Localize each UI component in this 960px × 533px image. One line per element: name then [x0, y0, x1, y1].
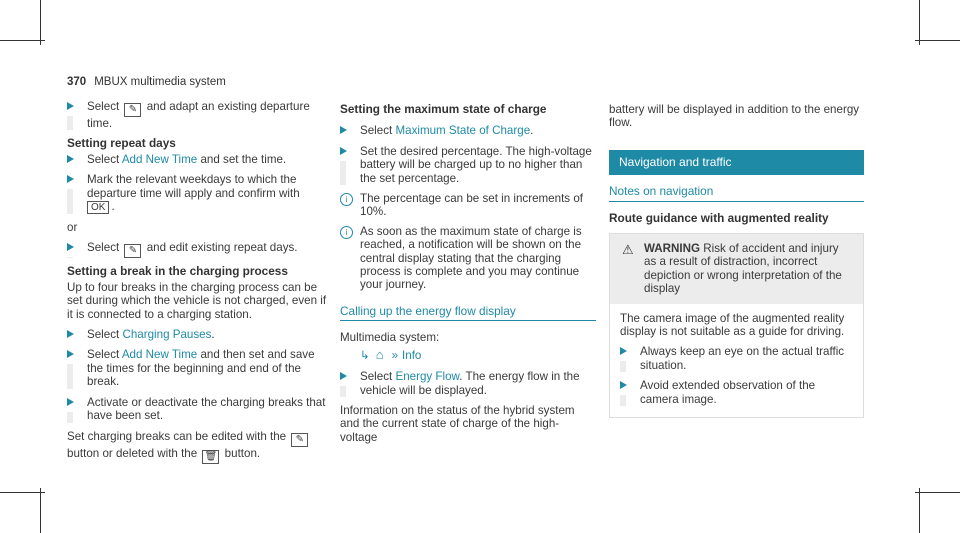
crop-mark	[0, 40, 45, 41]
path-arrow-icon: ↳	[360, 348, 370, 362]
page-title: MBUX multimedia system	[94, 76, 226, 88]
crop-mark	[40, 488, 41, 533]
menu-link[interactable]: Add New Time	[121, 152, 198, 166]
trash-icon: 🗑	[202, 450, 219, 464]
list-item: Select Maximum State of Charge.	[340, 124, 596, 137]
section-heading: Setting a break in the charging process	[67, 264, 288, 279]
step-arrow-icon	[67, 175, 74, 183]
step-arrow-icon	[67, 350, 74, 358]
list-item: Activate or deactivate the charging breaks that have been set.	[67, 396, 329, 423]
step-arrow-icon	[67, 243, 74, 251]
step-arrow-icon	[67, 102, 74, 110]
crop-mark	[919, 0, 920, 45]
warning-box	[609, 233, 864, 418]
ok-button-icon: OK	[87, 201, 109, 214]
or-text: or	[67, 221, 78, 235]
step-arrow-icon	[620, 381, 627, 389]
chapter-band: Navigation and traffic	[609, 150, 864, 175]
chevron-double-icon: »	[391, 348, 399, 362]
step-arrow-icon	[620, 347, 627, 355]
list-item: Select Add New Time and set the time.	[67, 153, 329, 166]
page-number: 370	[67, 76, 87, 88]
list-item: Select Energy Flow. The energy flow in the vehicle will be displayed.	[340, 370, 596, 397]
warning-body: The camera image of the augmented reality display is not suitable as a guide for driving. Always keep an eye on the actual traffic situation. Avoid extended observation of the camera image.	[610, 304, 863, 417]
pencil-icon: ✎	[124, 244, 141, 258]
column-1	[67, 100, 329, 471]
pencil-icon: ✎	[291, 433, 308, 447]
paragraph: Set charging breaks can be edited with the ✎ button or deleted with the 🗑 button.	[67, 430, 329, 464]
paragraph: Information on the status of the hybrid system and the current state of charge of the high-voltage	[340, 403, 575, 444]
list-item: Select ✎ and adapt an existing departure time.	[67, 100, 329, 130]
warning-text: Risk of accident and injury as a result of distraction, incorrect depiction or wrong interpretation of the display	[644, 242, 842, 296]
column-3	[609, 100, 864, 418]
step-arrow-icon	[340, 372, 347, 380]
info-icon: i	[340, 193, 353, 206]
crop-mark	[915, 40, 960, 41]
list-item: Select ✎ and edit existing repeat days.	[67, 241, 329, 258]
section-heading: Route guidance with augmented reality	[609, 210, 829, 225]
section-title: Notes on navigation	[609, 185, 864, 201]
menu-link[interactable]: Info	[402, 348, 422, 362]
pencil-icon: ✎	[124, 103, 141, 117]
warning-label: WARNING	[644, 242, 701, 256]
page-header	[67, 76, 226, 89]
menu-path	[340, 348, 596, 362]
note: i As soon as the maximum state of charge is reached, a notification will be shown on the central display stating that the charging process is complete and you may continue your journey.	[340, 225, 596, 292]
step-arrow-icon	[67, 155, 74, 163]
home-icon: ⌂	[375, 346, 384, 362]
list-item: Avoid extended observation of the camera image.	[620, 379, 853, 406]
menu-link[interactable]: Add New Time	[121, 348, 198, 362]
crop-mark	[919, 488, 920, 533]
crop-mark	[40, 0, 41, 45]
step-arrow-icon	[67, 330, 74, 338]
step-arrow-icon	[67, 398, 74, 406]
warning-header	[610, 234, 863, 304]
info-icon: i	[340, 226, 353, 239]
step-arrow-icon	[340, 126, 347, 134]
list-item: Set the desired percentage. The high-voltage battery will be charged up to no higher than the set percentage.	[340, 145, 596, 185]
list-item: Mark the relevant weekdays to which the departure time will apply and confirm with OK .	[67, 173, 329, 214]
menu-link[interactable]: Charging Pauses	[122, 328, 212, 342]
paragraph: battery will be displayed in addition to the energy flow.	[609, 103, 860, 130]
section-heading: Setting the maximum state of charge	[340, 102, 547, 116]
step-arrow-icon	[340, 147, 347, 155]
menu-link[interactable]: Maximum State of Charge	[395, 124, 531, 138]
note: i The percentage can be set in increments of 10%.	[340, 192, 596, 219]
section-title: Calling up the energy flow display	[340, 305, 596, 321]
section-heading: Setting repeat days	[67, 136, 176, 151]
crop-mark	[915, 492, 960, 493]
paragraph: Multimedia system:	[340, 331, 440, 345]
warning-icon: ⚠	[622, 242, 634, 258]
crop-mark	[0, 492, 45, 493]
list-item: Select Charging Pauses.	[67, 328, 329, 341]
paragraph: Up to four breaks in the charging process can be set during which the vehicle is not charged, even if it is connected to a charging station.	[67, 280, 327, 321]
column-2	[340, 100, 596, 451]
list-item: Always keep an eye on the actual traffic situation.	[620, 345, 853, 372]
list-item: Select Add New Time and then set and save the times for the beginning and end of the break.	[67, 348, 329, 388]
menu-link[interactable]: Energy Flow	[395, 370, 460, 384]
